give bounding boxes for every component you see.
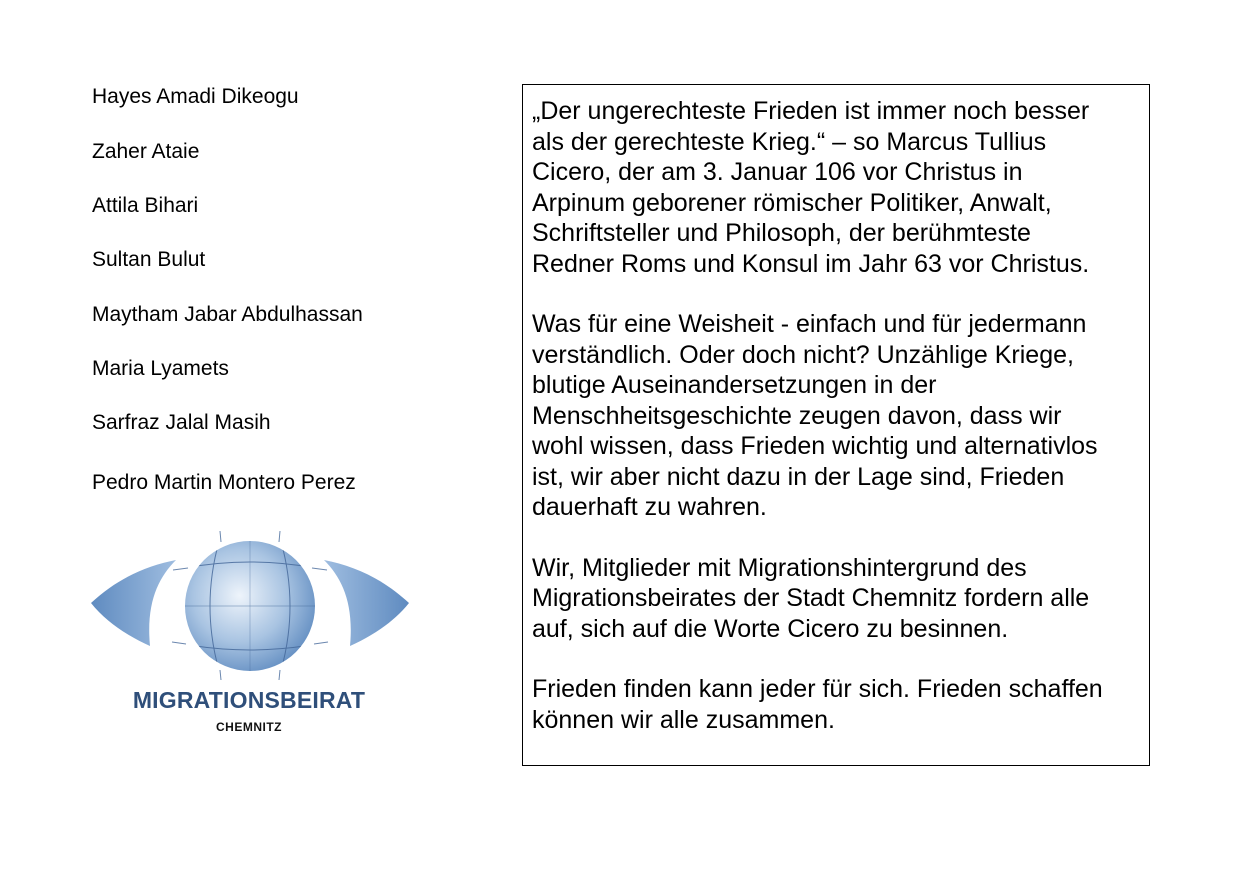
member-name: Pedro Martin Montero Perez [92, 471, 356, 494]
eye-left-wing [91, 560, 176, 646]
member-name: Hayes Amadi Dikeogu [92, 85, 299, 108]
text-line: „Der ungerechteste Frieden ist immer noch besser [532, 97, 1090, 125]
logo-title: MIGRATIONSBEIRAT [132, 687, 366, 713]
text-line: Wir, Mitglieder mit Migrationshintergrund des [532, 553, 1027, 582]
text-line: auf, sich auf die Worte Cicero zu besinnen. [532, 614, 1009, 643]
member-name: Sarfraz Jalal Masih [92, 411, 271, 434]
logo-subtitle: CHEMNITZ [216, 720, 282, 734]
text-line: Schriftsteller und Philosoph, der berühmteste [532, 219, 1031, 247]
text-line: Cicero, der am 3. Januar 106 vor Christus in [532, 158, 1023, 186]
member-name: Maria Lyamets [92, 357, 229, 380]
text-line: verständlich. Oder doch nicht? Unzählige Kriege, [532, 340, 1074, 369]
member-name: Sultan Bulut [92, 248, 206, 271]
article-text-box [522, 84, 1150, 766]
article-paragraph [532, 309, 1141, 523]
text-line: wohl wissen, dass Frieden wichtig und alternativlos [532, 432, 1098, 460]
text-line: ist, wir aber nicht dazu in der Lage sind, Frieden [532, 462, 1065, 491]
member-name: Zaher Ataie [92, 140, 200, 163]
member-name: Attila Bihari [92, 194, 199, 217]
member-name: Maytham Jabar Abdulhassan [92, 303, 363, 326]
eye-right-wing [324, 560, 409, 646]
globe-grid [183, 538, 317, 674]
text-line: als der gerechteste Krieg.“ – so Marcus Tullius [532, 127, 1047, 156]
text-line: blutige Auseinandersetzungen in der [532, 371, 937, 399]
text-line: Frieden finden kann jeder für sich. Frieden schaffen [532, 675, 1103, 703]
text-line: können wir alle zusammen. [532, 705, 835, 734]
text-line: Menschheitsgeschichte zeugen davon, dass wir [532, 401, 1062, 430]
migrationsbeirat-logo [88, 528, 414, 738]
text-line: Arpinum geborener römischer Politiker, Anwalt, [532, 188, 1052, 217]
text-line: Redner Roms und Konsul im Jahr 63 vor Christus. [532, 249, 1090, 278]
text-line: Was für eine Weisheit - einfach und für jedermann [532, 310, 1087, 338]
text-line: Migrationsbeirates der Stadt Chemnitz fordern alle [532, 584, 1090, 612]
text-line: dauerhaft zu wahren. [532, 493, 767, 521]
article-paragraph [532, 96, 1141, 279]
eye-globe-icon [88, 528, 414, 688]
article-paragraph [532, 674, 1141, 735]
article-paragraph [532, 553, 1141, 645]
